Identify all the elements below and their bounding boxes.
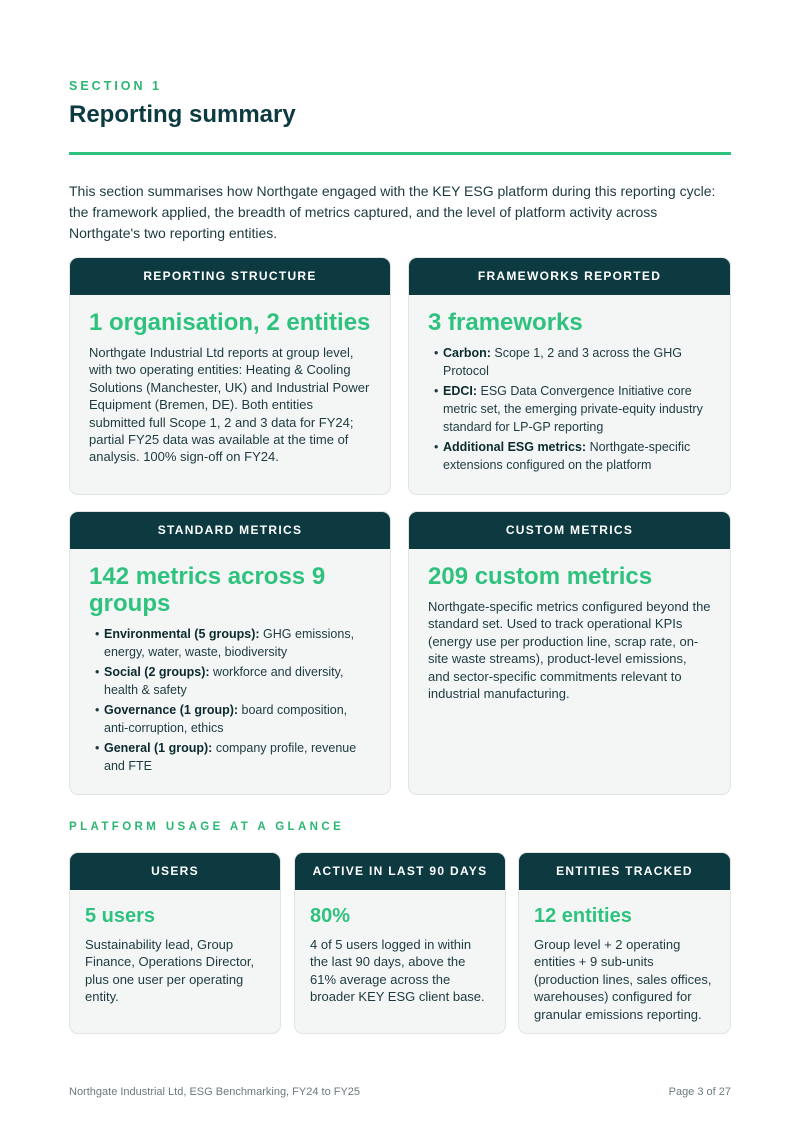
card-custom-metrics — [408, 511, 731, 795]
card-heading: ACTIVE IN LAST 90 DAYS — [295, 853, 505, 890]
card-headline: 80% — [310, 905, 351, 927]
card-heading: REPORTING STRUCTURE — [70, 258, 390, 295]
card-heading: CUSTOM METRICS — [409, 512, 730, 549]
list-item: • EDCI: ESG Data Convergence Initiative core metric set, the emerging private-equity industry standard for LP-GP reporting — [434, 382, 711, 436]
card-text: Northgate-specific metrics configured beyond the standard set. Used to track operational KPIs (energy use per production line, scrap rate, on-site waste streams), product-level emissions, and sector-specific commitments relevant to industrial manufacturing. — [428, 599, 711, 702]
card-headline: 209 custom metrics — [428, 563, 653, 590]
list-item: • General (1 group): company profile, revenue and FTE — [95, 739, 371, 775]
card-text: Northgate Industrial Ltd reports at group level, with two operating entities: Heating & Cooling Solutions (Manchester, UK) and Industrial Power Equipment (Bremen, DE). Both entities submitted full Scope 1, 2 and 3 data for FY24; partial FY25 data was available at the time of analysis. 100% sign-off on FY24. — [89, 345, 370, 465]
card-text: Sustainability lead, Group Finance, Operations Director, plus one user per operating entity. — [85, 937, 255, 1005]
title-divider — [69, 152, 731, 155]
card-text: 4 of 5 users logged in within the last 90 days, above the 61% average across the broader KEY ESG client base. — [310, 937, 485, 1005]
usage-eyebrow: PLATFORM USAGE AT A GLANCE — [69, 821, 345, 833]
card-heading: STANDARD METRICS — [70, 512, 390, 549]
card-headline: 5 users — [85, 905, 156, 927]
list-item: • Carbon: Scope 1, 2 and 3 across the GHG Protocol — [434, 344, 711, 380]
section-eyebrow: SECTION 1 — [69, 79, 162, 93]
card-headline: 12 entities — [534, 905, 632, 927]
card-headline: 1 organisation, 2 entities — [89, 309, 371, 336]
footer-page-number: Page 3 of 27 — [668, 1086, 731, 1098]
card-users — [69, 852, 281, 1034]
card-heading: USERS — [70, 853, 280, 890]
card-reporting-structure — [69, 257, 391, 495]
list-item: • Additional ESG metrics: Northgate-specific extensions configured on the platform — [434, 438, 711, 474]
footer-document-title: Northgate Industrial Ltd, ESG Benchmarking, FY24 to FY25 — [69, 1086, 361, 1098]
page-title: Reporting summary — [69, 101, 296, 128]
card-entities-tracked — [518, 852, 731, 1034]
frameworks-list — [428, 344, 711, 474]
list-item: • Governance (1 group): board composition, anti-corruption, ethics — [95, 701, 371, 737]
card-text: Group level + 2 operating entities + 9 sub-units (production lines, sales offices, warehouses) configured for granular emissions reporting. — [534, 937, 712, 1022]
card-active-users — [294, 852, 506, 1034]
card-heading: ENTITIES TRACKED — [519, 853, 730, 890]
card-standard-metrics — [69, 511, 391, 795]
list-item: • Social (2 groups): workforce and diversity, health & safety — [95, 663, 371, 699]
card-frameworks — [408, 257, 731, 495]
card-headline: 3 frameworks — [428, 309, 583, 336]
card-headline: 142 metrics across 9 groups — [89, 563, 326, 617]
intro-paragraph: This section summarises how Northgate engaged with the KEY ESG platform during this reporting cycle: the framework applied, the breadth of metrics captured, and the level of platform activity across Northgate's two reporting entities. — [69, 183, 716, 241]
list-item: • Environmental (5 groups): GHG emissions, energy, water, waste, biodiversity — [95, 625, 371, 661]
standard-metrics-list — [89, 625, 371, 775]
card-heading: FRAMEWORKS REPORTED — [409, 258, 730, 295]
